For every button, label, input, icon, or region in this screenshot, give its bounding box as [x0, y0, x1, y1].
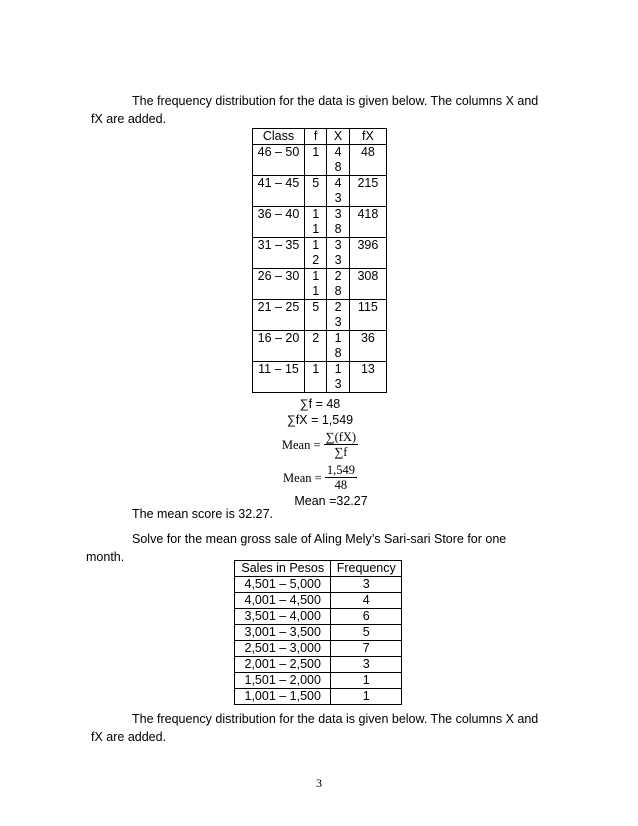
value-denominator: 48 — [334, 478, 348, 492]
intro-2-line-2: fX are added. — [91, 730, 167, 744]
f-cell-value: 1 — [312, 362, 320, 376]
f-cell-value: 12 — [312, 238, 320, 267]
problem-line-1: Solve for the mean gross sale of Aling Mely’s Sari-sari Store for one — [132, 532, 507, 546]
frequency-cell: 1 — [331, 689, 402, 705]
x-cell-value: 33 — [334, 238, 342, 267]
fx-cell: 48 — [349, 145, 386, 176]
sales-cell: 1,501 – 2,000 — [235, 673, 331, 689]
mean-substitution-fraction — [325, 463, 357, 492]
mean-formula-label: Mean = — [281, 437, 321, 452]
fx-cell: 308 — [349, 269, 386, 300]
frequency-cell: 4 — [331, 593, 402, 609]
class-cell: 46 – 50 — [253, 145, 305, 176]
class-cell: 31 – 35 — [253, 238, 305, 269]
fx-cell: 36 — [349, 331, 386, 362]
fx-cell: 418 — [349, 207, 386, 238]
table-row — [253, 176, 387, 207]
sales-cell: 1,001 – 1,500 — [235, 689, 331, 705]
x-cell-value: 38 — [334, 207, 342, 236]
sales-cell: 2,001 – 2,500 — [235, 657, 331, 673]
x-cell — [327, 207, 349, 238]
class-cell: 26 – 30 — [253, 269, 305, 300]
x-cell — [327, 362, 349, 393]
f-cell — [304, 238, 326, 269]
x-cell — [327, 238, 349, 269]
f-cell — [304, 300, 326, 331]
x-cell — [327, 145, 349, 176]
fx-cell: 396 — [349, 238, 386, 269]
f-cell — [304, 331, 326, 362]
fx-cell: 215 — [349, 176, 386, 207]
f-cell-value: 11 — [312, 269, 320, 298]
f-cell-value: 5 — [312, 176, 320, 190]
x-cell-value: 48 — [334, 145, 342, 174]
class-cell: 41 – 45 — [253, 176, 305, 207]
f-cell — [304, 269, 326, 300]
frequency-cell: 3 — [331, 657, 402, 673]
frequency-cell: 6 — [331, 609, 402, 625]
x-cell — [327, 331, 349, 362]
page-number: 3 — [316, 776, 322, 790]
table-row — [253, 300, 387, 331]
header-class: Class — [253, 129, 305, 145]
frequency-table-header — [253, 129, 387, 145]
f-cell-value: 5 — [312, 300, 320, 314]
f-cell — [304, 207, 326, 238]
f-cell-value: 1 — [312, 145, 320, 159]
mean-formula-fraction — [324, 430, 358, 459]
class-cell: 36 – 40 — [253, 207, 305, 238]
header-frequency: Frequency — [331, 561, 402, 577]
f-cell-value: 11 — [312, 207, 320, 236]
frequency-cell: 7 — [331, 641, 402, 657]
frequency-cell: 5 — [331, 625, 402, 641]
table-row — [235, 577, 402, 593]
intro-1-line-2: fX are added. — [91, 112, 167, 126]
fx-cell: 115 — [349, 300, 386, 331]
f-cell — [304, 176, 326, 207]
value-numerator: 1,549 — [326, 463, 355, 477]
mean-formula — [220, 430, 420, 459]
sales-cell: 3,001 – 3,500 — [235, 625, 331, 641]
x-cell-value: 28 — [334, 269, 342, 298]
frequency-cell: 1 — [331, 673, 402, 689]
x-cell — [327, 269, 349, 300]
table-row — [235, 673, 402, 689]
sum-f: ∑f = 48 — [299, 397, 341, 411]
table-row — [253, 207, 387, 238]
fx-cell: 13 — [349, 362, 386, 393]
class-cell: 16 – 20 — [253, 331, 305, 362]
header-fx: fX — [349, 129, 386, 145]
class-cell: 21 – 25 — [253, 300, 305, 331]
x-cell-value: 13 — [334, 362, 342, 391]
table-row — [235, 625, 402, 641]
intro-1-line-1: The frequency distribution for the data is given below. The columns X and — [132, 94, 539, 108]
f-cell — [304, 145, 326, 176]
header-sales: Sales in Pesos — [235, 561, 331, 577]
x-cell-value: 23 — [334, 300, 342, 329]
x-cell — [327, 176, 349, 207]
mean-substitution-label: Mean = — [283, 470, 322, 485]
x-cell-value: 18 — [334, 331, 342, 360]
header-f: f — [304, 129, 326, 145]
f-cell — [304, 362, 326, 393]
intro-paragraph-2 — [91, 710, 546, 746]
x-cell-value: 43 — [334, 176, 342, 205]
sales-table-header — [235, 561, 402, 577]
table-row — [253, 238, 387, 269]
sales-cell: 4,501 – 5,000 — [235, 577, 331, 593]
sales-cell: 4,001 – 4,500 — [235, 593, 331, 609]
sales-cell: 2,501 – 3,000 — [235, 641, 331, 657]
intro-paragraph-1 — [91, 92, 546, 128]
formula-denominator: ∑f — [334, 445, 348, 459]
sum-fx: ∑fX = 1,549 — [286, 413, 354, 427]
table-row — [253, 145, 387, 176]
table-row — [235, 657, 402, 673]
intro-2-line-1: The frequency distribution for the data is given below. The columns X and — [132, 712, 539, 726]
table-row — [253, 362, 387, 393]
table-row — [235, 609, 402, 625]
table-row — [235, 641, 402, 657]
mean-result: Mean =32.27 — [294, 494, 368, 508]
table-row — [235, 593, 402, 609]
frequency-table — [252, 128, 387, 393]
frequency-cell: 3 — [331, 577, 402, 593]
problem-line-2: month. — [86, 550, 125, 564]
f-cell-value: 2 — [312, 331, 320, 345]
mean-substitution — [220, 463, 420, 492]
header-x: X — [327, 129, 349, 145]
sales-table — [234, 560, 402, 705]
x-cell — [327, 300, 349, 331]
sales-cell: 3,501 – 4,000 — [235, 609, 331, 625]
table-row — [253, 269, 387, 300]
calculation-block — [220, 396, 420, 509]
formula-numerator: ∑(fX) — [325, 430, 357, 444]
table-row — [235, 689, 402, 705]
conclusion: The mean score is 32.27. — [132, 507, 274, 521]
class-cell: 11 – 15 — [253, 362, 305, 393]
table-row — [253, 331, 387, 362]
